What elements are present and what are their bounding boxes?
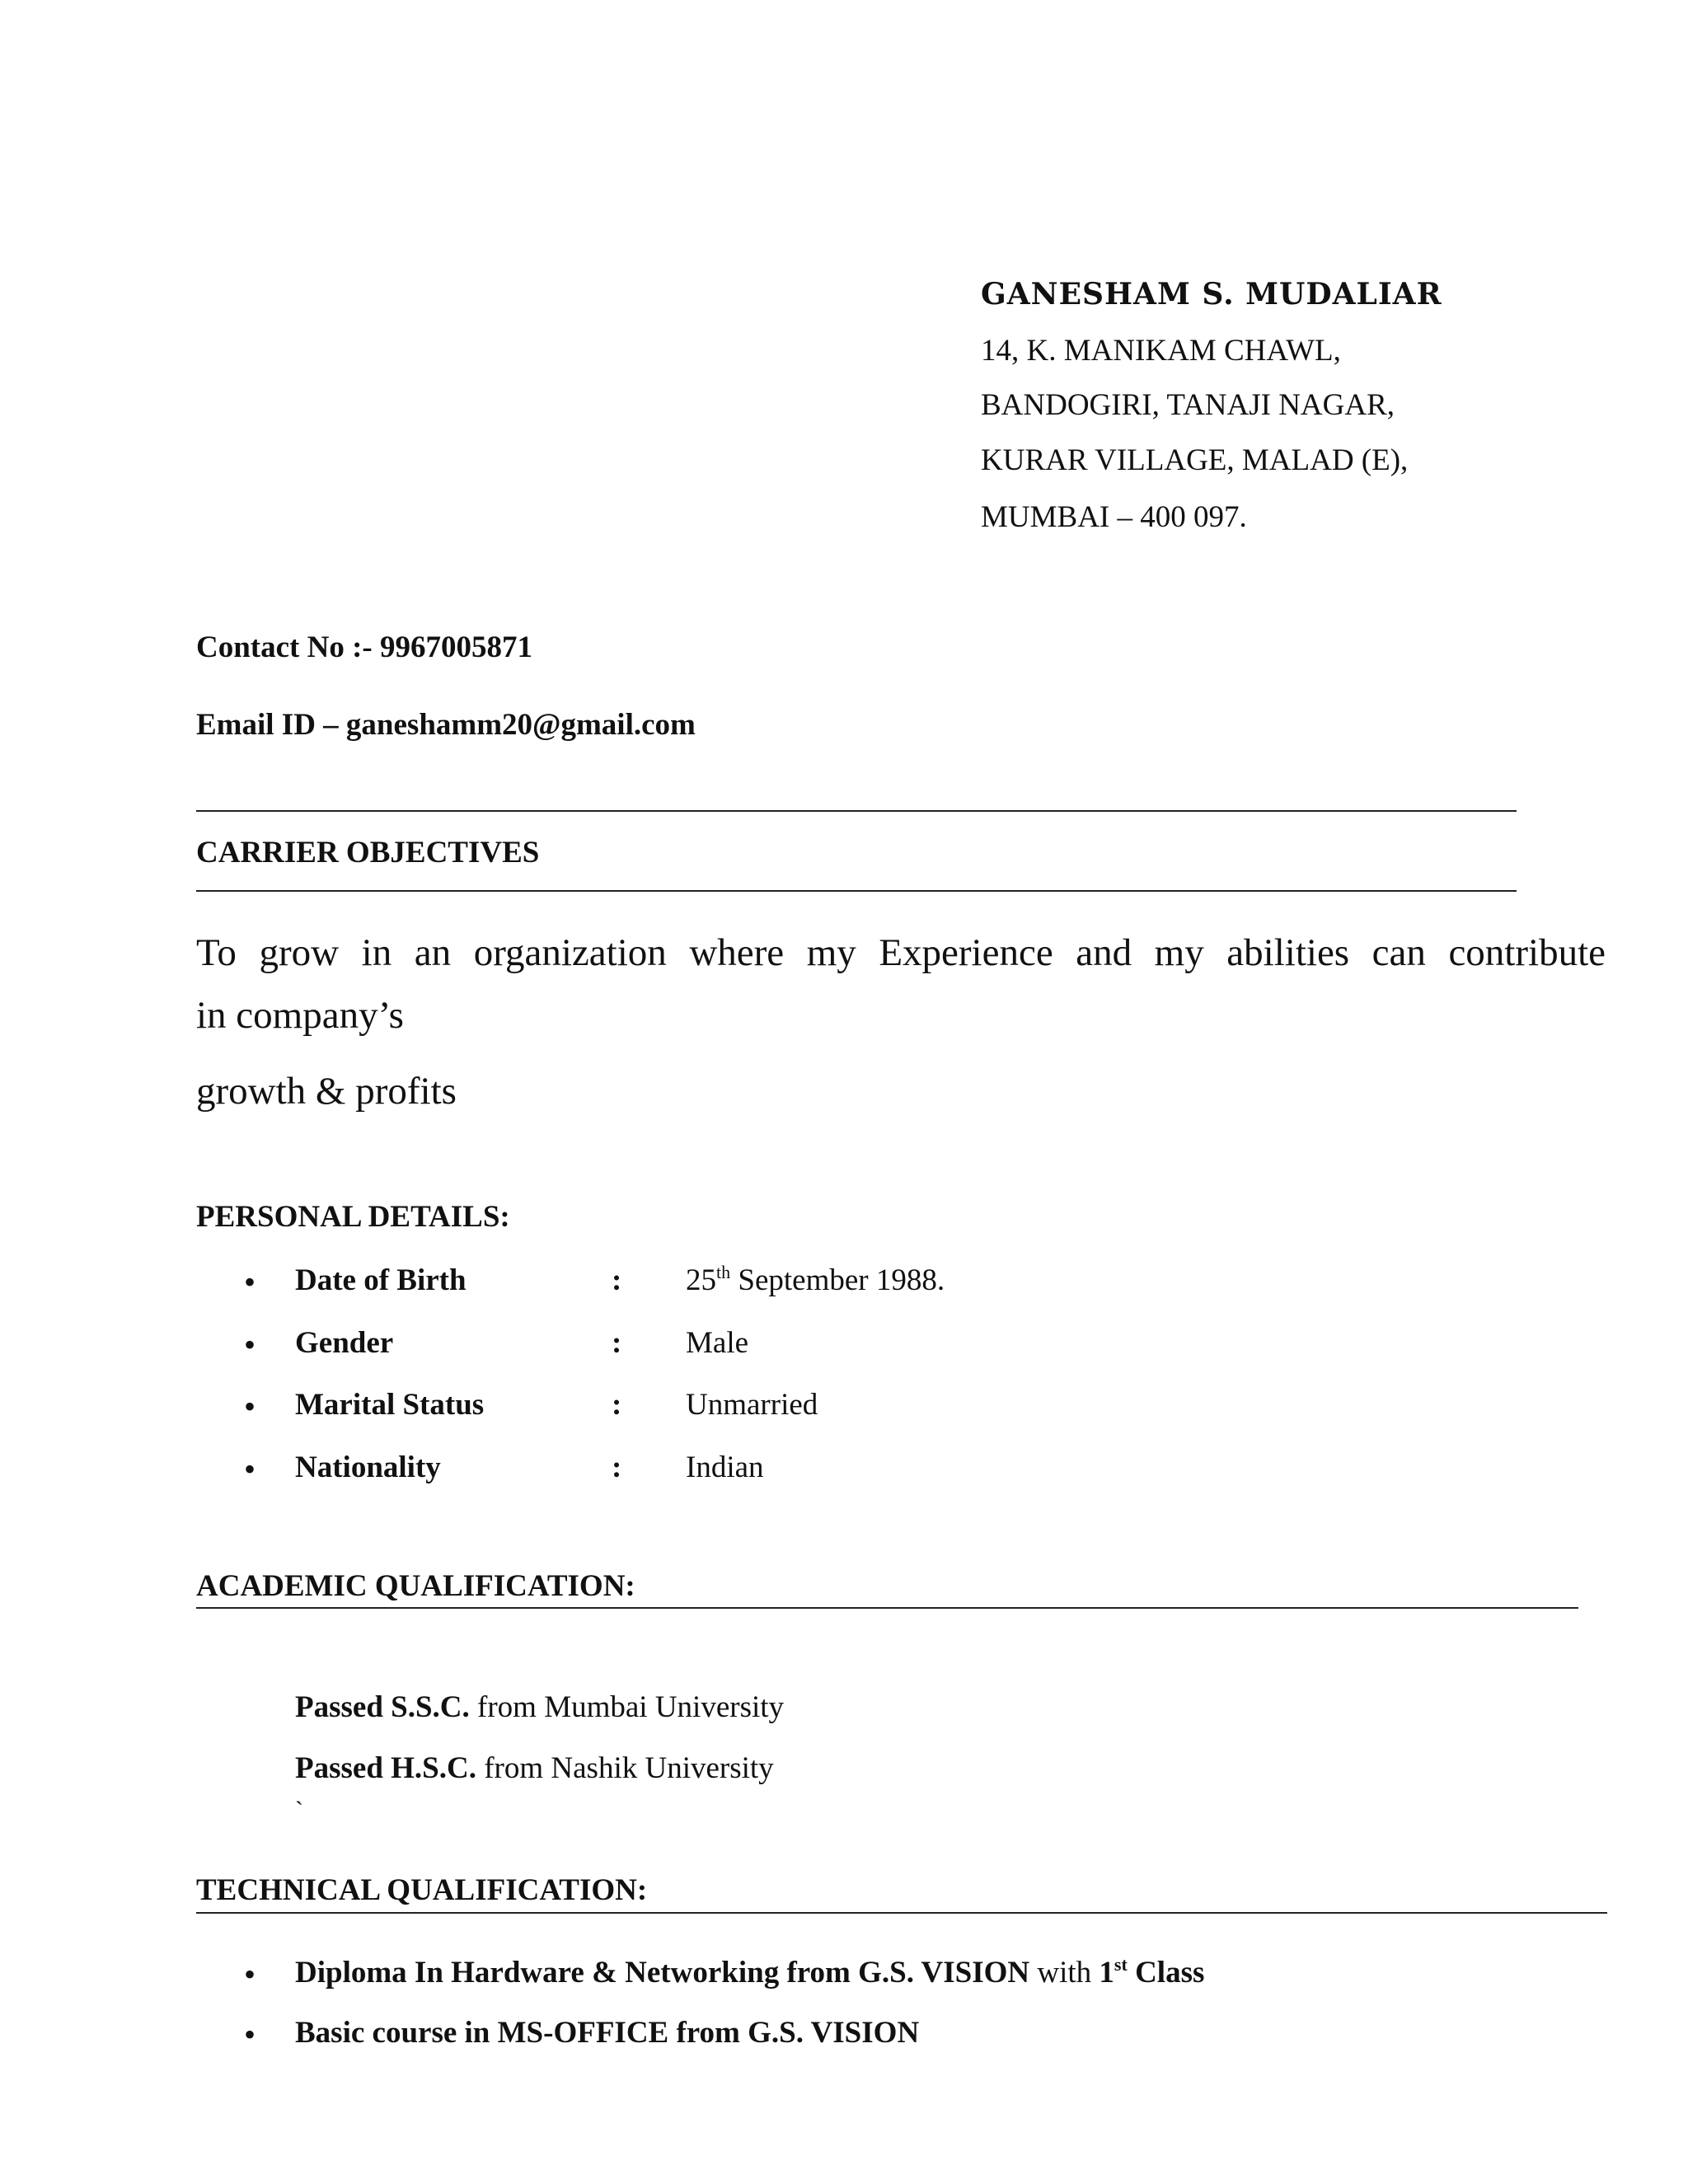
marital-status-value: Unmarried	[686, 1388, 818, 1422]
objective-heading: CARRIER OBJECTIVES	[196, 836, 540, 869]
gender-label: Gender	[295, 1326, 394, 1360]
dob-label: Date of Birth	[295, 1263, 467, 1297]
technical-item-diploma: Diploma In Hardware & Networking from G.S. VISION with 1st Class	[295, 1954, 1205, 1990]
personal-details-heading: PERSONAL DETAILS:	[196, 1200, 510, 1234]
address-line-3: KURAR VILLAGE, MALAD (E),	[981, 443, 1409, 477]
academic-underline	[196, 1607, 1578, 1609]
bullet-icon: •	[244, 2016, 256, 2053]
contact-number: Contact No :- 9967005871	[196, 630, 532, 664]
stray-mark: `	[295, 1797, 303, 1824]
objective-line-3: growth & profits	[196, 1070, 457, 1113]
marital-status-label: Marital Status	[295, 1388, 485, 1422]
bullet-icon: •	[244, 1451, 256, 1488]
bullet-icon: •	[244, 1388, 256, 1425]
nationality-label: Nationality	[295, 1451, 441, 1484]
address-line-4: MUMBAI – 400 097.	[981, 500, 1247, 534]
dob-value: 25th September 1988.	[686, 1262, 945, 1297]
academic-item-ssc: Passed S.S.C. from Mumbai University	[295, 1690, 785, 1724]
candidate-name: GANESHAM S. MUDALIAR	[981, 277, 1442, 312]
gender-value: Male	[686, 1326, 749, 1360]
technical-item-ms-office: Basic course in MS-OFFICE from G.S. VISION	[295, 2016, 920, 2050]
academic-item-hsc: Passed H.S.C. from Nashik University	[295, 1751, 774, 1785]
objective-line-1: To grow in an organization where my Experience and my abilities can contribute	[196, 931, 1606, 974]
dob-colon: :	[612, 1263, 622, 1297]
bullet-icon: •	[244, 1326, 256, 1363]
objective-line-2: in company’s	[196, 994, 404, 1037]
bullet-icon: •	[244, 1956, 256, 1993]
nationality-value: Indian	[686, 1451, 764, 1484]
divider-bottom	[196, 890, 1517, 892]
technical-heading: TECHNICAL QUALIFICATION:	[196, 1873, 648, 1907]
email-id: Email ID – ganeshamm20@gmail.com	[196, 708, 696, 742]
academic-heading: ACADEMIC QUALIFICATION:	[196, 1569, 635, 1603]
divider-top	[196, 810, 1517, 812]
bullet-icon: •	[244, 1263, 256, 1301]
marital-status-colon: :	[612, 1388, 622, 1422]
technical-underline	[196, 1912, 1607, 1914]
address-line-2: BANDOGIRI, TANAJI NAGAR,	[981, 388, 1395, 422]
nationality-colon: :	[612, 1451, 622, 1484]
gender-colon: :	[612, 1326, 622, 1360]
address-line-1: 14, K. MANIKAM CHAWL,	[981, 334, 1341, 368]
